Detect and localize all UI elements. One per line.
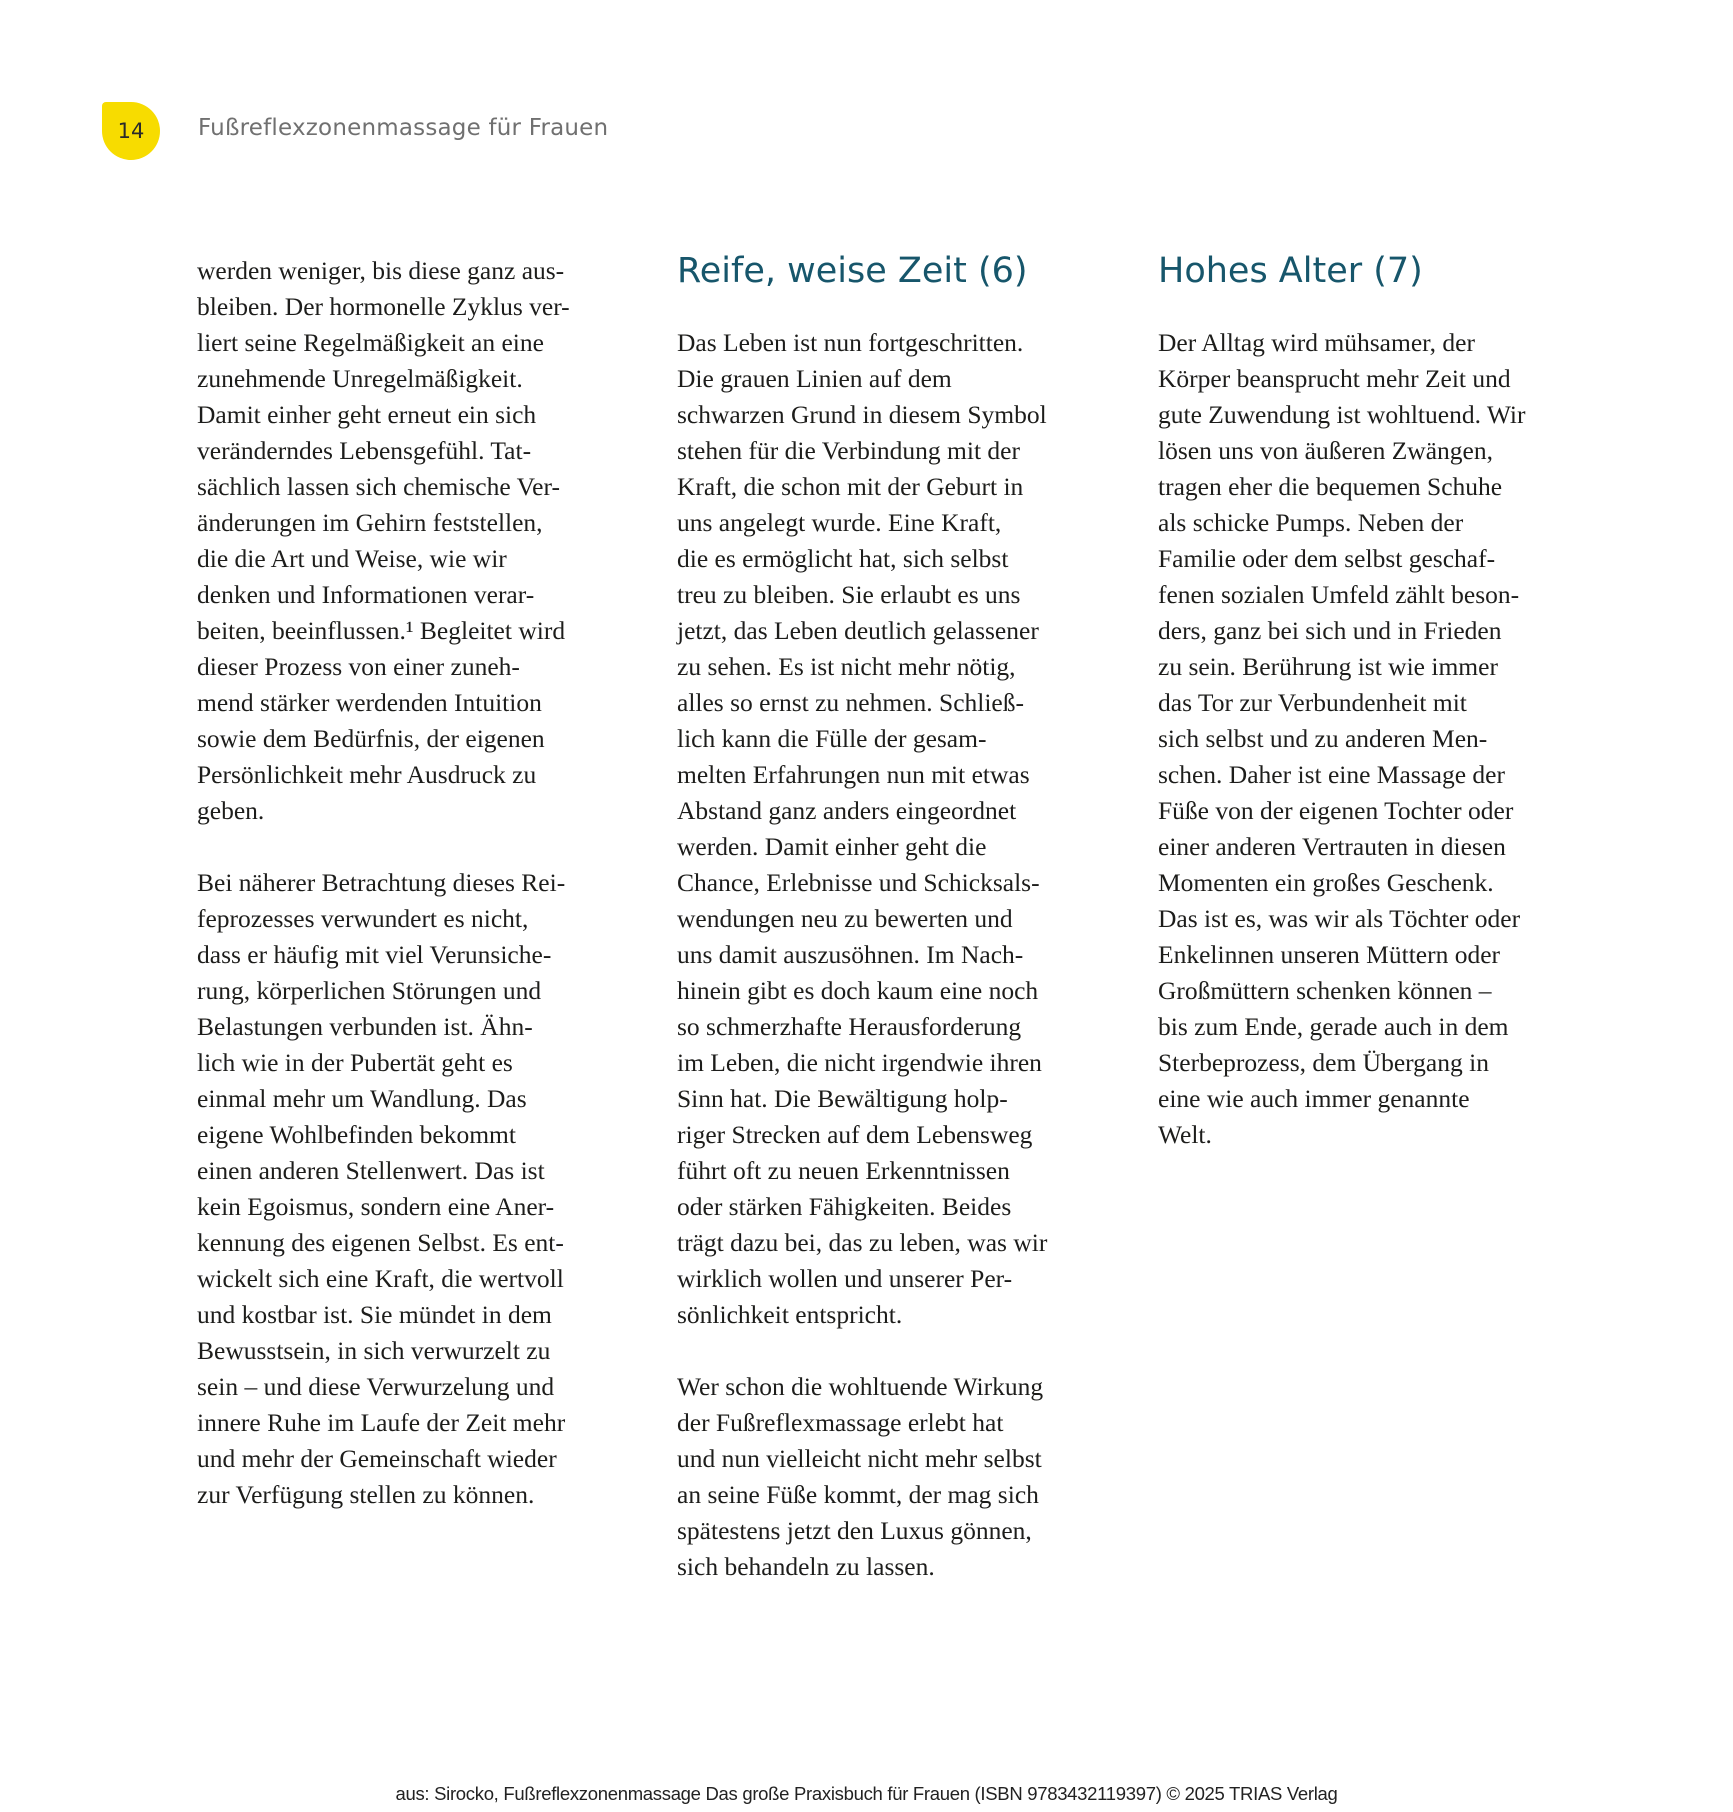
text-line: feprozesses verwundert es nicht,: [197, 904, 529, 933]
text-line: einmal mehr um Wandlung. Das: [197, 1084, 527, 1113]
text-line: Großmüttern schenken können –: [1158, 976, 1492, 1005]
text-line: zu sein. Berührung ist wie immer: [1158, 652, 1498, 681]
text-line: rung, körperlichen Störungen und: [197, 976, 542, 1005]
text-line: zur Verfügung stellen zu können.: [197, 1480, 535, 1509]
text-line: sächlich lassen sich chemische Ver-: [197, 472, 560, 501]
text-line: gute Zuwendung ist wohltuend. Wir: [1158, 400, 1526, 429]
text-line: Chance, Erlebnisse und Schicksals-: [677, 868, 1040, 897]
text-line: innere Ruhe im Laufe der Zeit mehr: [197, 1408, 566, 1437]
text-line: kein Egoismus, sondern eine Aner-: [197, 1192, 555, 1221]
text-line: jetzt, das Leben deutlich gelassener: [677, 616, 1039, 645]
text-line: wirklich wollen und unserer Per-: [677, 1264, 1013, 1293]
paragraph: [677, 1369, 1117, 1585]
text-line: und mehr der Gemeinschaft wieder: [197, 1444, 557, 1473]
text-line: im Leben, die nicht irgendwie ihren: [677, 1048, 1042, 1077]
text-line: ders, ganz bei sich und in Frieden: [1158, 616, 1502, 645]
text-line: Kraft, die schon mit der Geburt in: [677, 472, 1024, 501]
text-line: trägt dazu bei, das zu leben, was wir: [677, 1228, 1048, 1257]
text-line: lich wie in der Pubertät geht es: [197, 1048, 513, 1077]
text-line: Damit einher geht erneut ein sich: [197, 400, 537, 429]
column-3: [1158, 253, 1598, 1189]
text-line: sich behandeln zu lassen.: [677, 1552, 935, 1581]
text-line: die es ermöglicht hat, sich selbst: [677, 544, 1009, 573]
text-line: zunehmende Unregelmäßigkeit.: [197, 364, 523, 393]
text-line: bleiben. Der hormonelle Zyklus ver-: [197, 292, 570, 321]
text-line: Welt.: [1158, 1120, 1212, 1149]
text-line: führt oft zu neuen Erkenntnissen: [677, 1156, 1010, 1185]
text-line: Füße von der eigenen Tochter oder: [1158, 796, 1514, 825]
text-line: hinein gibt es doch kaum eine noch: [677, 976, 1039, 1005]
text-line: einen anderen Stellenwert. Das ist: [197, 1156, 545, 1185]
text-line: schwarzen Grund in diesem Symbol: [677, 400, 1047, 429]
section-heading: Reife, weise Zeit (6): [677, 251, 1028, 291]
text-line: fenen sozialen Umfeld zählt beson-: [1158, 580, 1520, 609]
text-line: tragen eher die bequemen Schuhe: [1158, 472, 1503, 501]
paragraph: [197, 253, 637, 829]
text-line: so schmerzhafte Herausforderung: [677, 1012, 1022, 1041]
text-line: geben.: [197, 796, 265, 825]
text-line: spätestens jetzt den Luxus gönnen,: [677, 1516, 1032, 1545]
text-line: denken und Informationen verar-: [197, 580, 535, 609]
text-line: mend stärker werdenden Intuition: [197, 688, 542, 717]
text-line: Das ist es, was wir als Töchter oder: [1158, 904, 1521, 933]
paragraph: [1158, 325, 1598, 1153]
text-line: oder stärken Fähigkeiten. Beides: [677, 1192, 1012, 1221]
text-line: uns damit auszusöhnen. Im Nach-: [677, 940, 1024, 969]
text-line: Der Alltag wird mühsamer, der: [1158, 328, 1475, 357]
paragraph: [677, 325, 1117, 1333]
text-line: der Fußreflexmassage erlebt hat: [677, 1408, 1004, 1437]
text-line: änderungen im Gehirn feststellen,: [197, 508, 543, 537]
text-line: alles so ernst zu nehmen. Schließ-: [677, 688, 1024, 717]
text-line: wendungen neu zu bewerten und: [677, 904, 1013, 933]
text-line: Körper beansprucht mehr Zeit und: [1158, 364, 1511, 393]
text-line: Momenten ein großes Geschenk.: [1158, 868, 1494, 897]
text-line: Das Leben ist nun fortgeschritten.: [677, 328, 1024, 357]
text-line: einer anderen Vertrauten in diesen: [1158, 832, 1506, 861]
text-line: Persönlichkeit mehr Ausdruck zu: [197, 760, 537, 789]
text-line: und nun vielleicht nicht mehr selbst: [677, 1444, 1042, 1473]
text-line: veränderndes Lebensgefühl. Tat-: [197, 436, 532, 465]
text-line: Familie oder dem selbst geschaf-: [1158, 544, 1496, 573]
text-line: stehen für die Verbindung mit der: [677, 436, 1020, 465]
text-line: schen. Daher ist eine Massage der: [1158, 760, 1505, 789]
text-line: an seine Füße kommt, der mag sich: [677, 1480, 1039, 1509]
text-line: Abstand ganz anders eingeordnet: [677, 796, 1017, 825]
footer-citation: aus: Sirocko, Fußreflexzonenmassage Das große Praxisbuch für Frauen (ISBN 9783432119397) © 2025 TRIAS Verlag: [395, 1783, 1338, 1804]
text-line: werden weniger, bis diese ganz aus-: [197, 256, 565, 285]
text-line: beiten, beeinflussen.¹ Begleitet wird: [197, 616, 566, 645]
text-line: liert seine Regelmäßigkeit an eine: [197, 328, 544, 357]
text-line: sich selbst und zu anderen Men-: [1158, 724, 1488, 753]
text-line: Wer schon die wohltuende Wirkung: [677, 1372, 1044, 1401]
text-line: sowie dem Bedürfnis, der eigenen: [197, 724, 545, 753]
text-line: kennung des eigenen Selbst. Es ent-: [197, 1228, 564, 1257]
text-line: treu zu bleiben. Sie erlaubt es uns: [677, 580, 1021, 609]
section-heading: Hohes Alter (7): [1158, 251, 1423, 291]
text-line: bis zum Ende, gerade auch in dem: [1158, 1012, 1509, 1041]
column-1: [197, 253, 637, 1549]
text-line: Enkelinnen unseren Müttern oder: [1158, 940, 1501, 969]
text-line: uns angelegt wurde. Eine Kraft,: [677, 508, 1002, 537]
text-line: melten Erfahrungen nun mit etwas: [677, 760, 1030, 789]
text-line: Sinn hat. Die Bewältigung holp-: [677, 1084, 1008, 1113]
text-line: zu sehen. Es ist nicht mehr nötig,: [677, 652, 1016, 681]
page-number: 14: [117, 119, 145, 143]
text-line: Belastungen verbunden ist. Ähn-: [197, 1012, 533, 1041]
text-line: die die Art und Weise, wie wir: [197, 544, 507, 573]
text-line: eine wie auch immer genannte: [1158, 1084, 1470, 1113]
text-line: Die grauen Linien auf dem: [677, 364, 952, 393]
text-line: werden. Damit einher geht die: [677, 832, 987, 861]
paragraph: [197, 865, 637, 1513]
text-line: sein – und diese Verwurzelung und: [197, 1372, 555, 1401]
page-number-badge: [102, 102, 160, 160]
text-line: dass er häufig mit viel Verunsiche-: [197, 940, 552, 969]
text-line: eigene Wohlbefinden bekommt: [197, 1120, 516, 1149]
text-line: Bewusstsein, in sich verwurzelt zu: [197, 1336, 551, 1365]
text-line: dieser Prozess von einer zuneh-: [197, 652, 520, 681]
text-line: das Tor zur Verbundenheit mit: [1158, 688, 1467, 717]
text-line: als schicke Pumps. Neben der: [1158, 508, 1464, 537]
column-2: [677, 253, 1117, 1621]
text-line: lich kann die Fülle der gesam-: [677, 724, 987, 753]
text-line: wickelt sich eine Kraft, die wertvoll: [197, 1264, 564, 1293]
text-line: lösen uns von äußeren Zwängen,: [1158, 436, 1493, 465]
text-line: und kostbar ist. Sie mündet in dem: [197, 1300, 552, 1329]
running-head: Fußreflexzonenmassage für Frauen: [198, 115, 609, 141]
text-line: Sterbeprozess, dem Übergang in: [1158, 1048, 1489, 1077]
text-line: Bei näherer Betrachtung dieses Rei-: [197, 868, 566, 897]
text-line: sönlichkeit entspricht.: [677, 1300, 903, 1329]
text-line: riger Strecken auf dem Lebensweg: [677, 1120, 1033, 1149]
